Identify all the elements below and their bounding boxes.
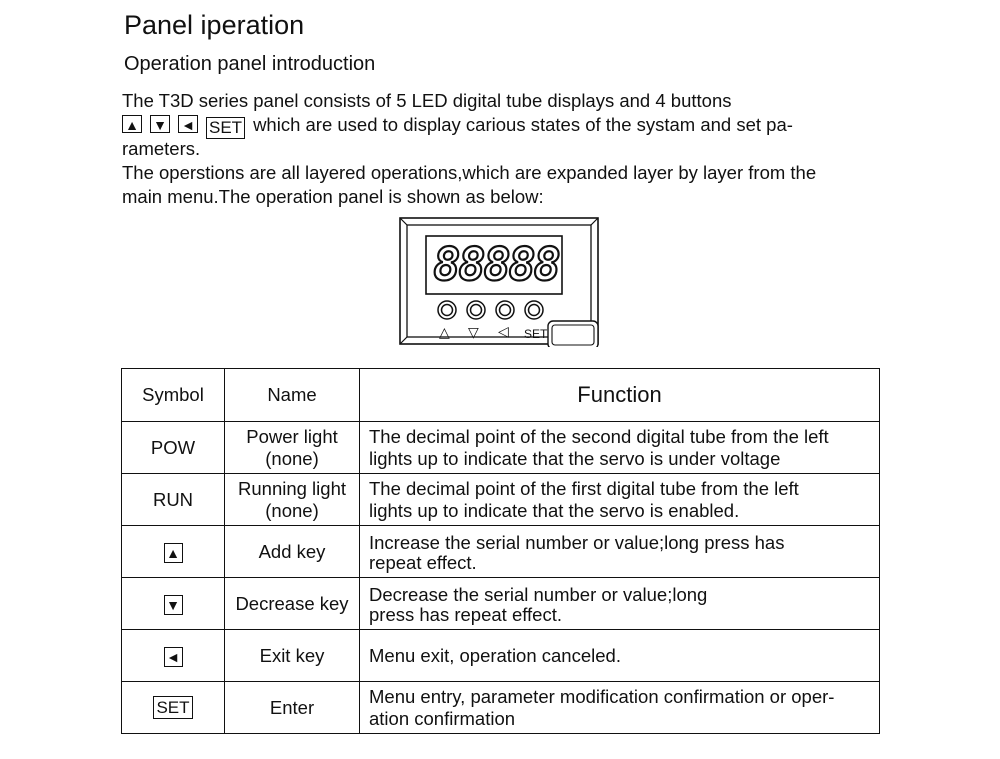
key-function-table (121, 368, 880, 734)
row-function-line1: Menu entry, parameter modification confirmation or oper- (369, 685, 835, 707)
header-symbol: Symbol (122, 369, 225, 422)
row-name-line2: (none) (265, 499, 319, 521)
table-row (122, 630, 880, 682)
table-row (122, 422, 880, 474)
panel-buttons (438, 301, 543, 319)
left-button-icon (496, 301, 514, 319)
row-function-line2: press has repeat effect. (369, 603, 562, 625)
panel-set-label: SET (524, 327, 548, 341)
row-function (360, 578, 880, 630)
set-key-icon: SET (206, 117, 245, 139)
row-name: Decrease key (225, 578, 360, 630)
row-function-line2: repeat effect. (369, 551, 477, 573)
row-symbol-cell (122, 630, 225, 682)
panel-down-symbol: ▽ (468, 324, 479, 340)
row-function-line2: lights up to indicate that the servo is under voltage (369, 447, 781, 469)
led-digits: 88888 (433, 238, 559, 291)
table-row (122, 474, 880, 526)
row-symbol-cell (122, 578, 225, 630)
row-name (225, 474, 360, 526)
row-function (360, 526, 880, 578)
page-title: Panel iperation (124, 10, 305, 40)
row-name: Enter (225, 682, 360, 734)
down-button-icon (467, 301, 485, 319)
row-name-line1: Running light (238, 477, 346, 499)
section-subtitle: Operation panel introduction (124, 53, 376, 75)
table-row (122, 526, 880, 578)
row-name-line2: (none) (265, 447, 319, 469)
header-name: Name (225, 369, 360, 422)
set-button-icon (525, 301, 543, 319)
intro-line-4: The operstions are all layered operations,which are expanded layer by layer from the (122, 162, 817, 183)
intro-line-5: main menu.The operation panel is shown as below: (122, 186, 544, 207)
row-function-line1: Decrease the serial number or value;long (369, 583, 708, 605)
left-key-icon: ◄ (164, 647, 183, 667)
row-name: Add key (225, 526, 360, 578)
up-button-icon (438, 301, 456, 319)
row-name-line1: Power light (246, 425, 338, 447)
row-function: Menu exit, operation canceled. (360, 630, 880, 682)
row-symbol: RUN (122, 474, 225, 526)
panel-left-symbol: ◁ (498, 323, 509, 339)
table-header-row (122, 369, 880, 422)
row-function-line2: ation confirmation (369, 707, 516, 729)
row-symbol-cell (122, 526, 225, 578)
up-key-icon: ▲ (164, 543, 183, 563)
down-key-icon: ▼ (164, 595, 183, 615)
intro-line-1: The T3D series panel consists of 5 LED digital tube displays and 4 buttons (122, 90, 732, 111)
table-row (122, 578, 880, 630)
intro-line-3: rameters. (122, 138, 201, 159)
row-function-line1: Increase the serial number or value;long press has (369, 531, 785, 553)
row-name (225, 422, 360, 474)
row-function (360, 474, 880, 526)
row-function-line2: lights up to indicate that the servo is enabled. (369, 499, 740, 521)
row-symbol-cell (122, 682, 225, 734)
set-key-icon: SET (153, 696, 192, 719)
row-function-line1: The decimal point of the first digital tube from the left (369, 477, 799, 499)
table-row (122, 682, 880, 734)
intro-line-2-text: which are used to display carious states of the systam and set pa- (253, 114, 793, 135)
intro-line-2 (122, 113, 882, 139)
left-key-icon: ◄ (178, 115, 198, 133)
row-function-line1: The decimal point of the second digital tube from the left (369, 425, 829, 447)
row-function (360, 422, 880, 474)
panel-up-symbol: △ (439, 324, 450, 340)
down-key-icon: ▼ (150, 115, 170, 133)
header-function: Function (360, 369, 880, 422)
row-function (360, 682, 880, 734)
up-key-icon: ▲ (122, 115, 142, 133)
row-name: Exit key (225, 630, 360, 682)
row-symbol: POW (122, 422, 225, 474)
